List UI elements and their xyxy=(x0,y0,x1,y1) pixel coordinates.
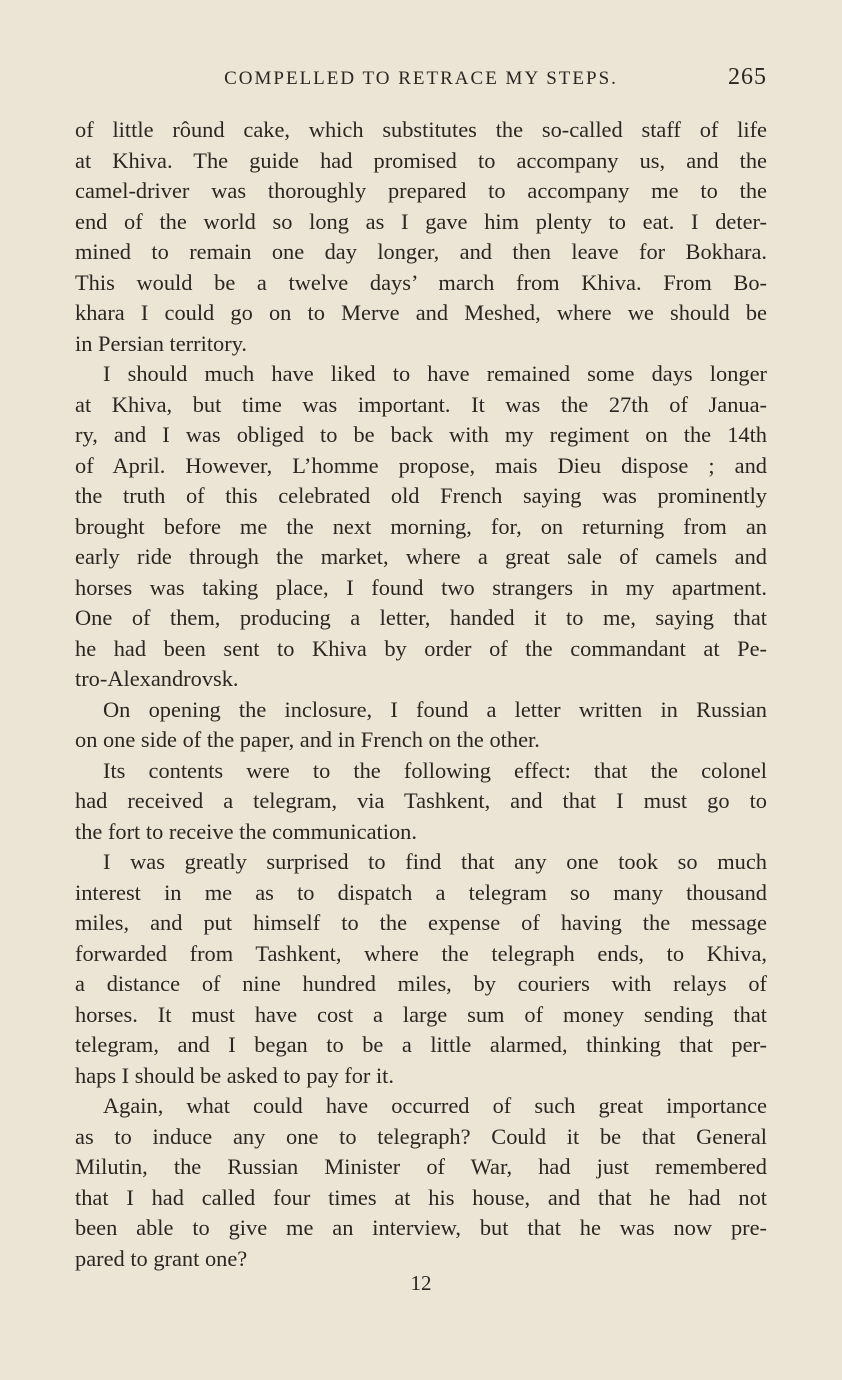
text-line: Again, what could have occurred of such great importance xyxy=(103,1093,767,1118)
text-line: horses. It must have cost a large sum of money sending that xyxy=(75,1001,767,1027)
text-line: in Persian territory. xyxy=(75,330,248,356)
text-line: at Khiva, but time was important. It was the 27th of Janua- xyxy=(75,391,767,417)
text-line: Milutin, the Russian Minister of War, had just remembered xyxy=(75,1154,767,1179)
text-line: pared to grant one? xyxy=(75,1245,248,1271)
text-line: that I had called four times at his house, and that he had not xyxy=(75,1184,767,1210)
text-line: as to induce any one to telegraph? Could it be that General xyxy=(75,1123,767,1149)
text-line: brought before me the next morning, for, on returning from an xyxy=(75,513,767,539)
text-line: tro-Alexandrovsk. xyxy=(75,666,239,691)
text-line: camel-driver was thoroughly prepared to accompany me to the xyxy=(75,178,767,203)
body-text xyxy=(75,115,767,1274)
text-line: a distance of nine hundred miles, by couriers with relays of xyxy=(75,971,767,996)
text-line: at Khiva. The guide had promised to accompany us, and the xyxy=(75,147,767,173)
text-line: ry, and I was obliged to be back with my regiment on the 14th xyxy=(75,422,767,447)
text-line: This would be a twelve days’ march from Khiva. From Bo- xyxy=(75,269,767,295)
text-line: One of them, producing a letter, handed it to me, saying that xyxy=(75,605,767,630)
text-line: of April. However, L’homme propose, mais Dieu dispose ; and xyxy=(75,452,767,478)
text-line: horses was taking place, I found two strangers in my apartment. xyxy=(75,574,767,600)
text-line: interest in me as to dispatch a telegram so many thousand xyxy=(75,879,767,905)
text-line: forwarded from Tashkent, where the telegraph ends, to Khiva, xyxy=(75,940,767,966)
text-line: Its contents were to the following effect: that the colonel xyxy=(103,757,767,783)
text-line: had received a telegram, via Tashkent, and that I must go to xyxy=(75,788,767,813)
page-header xyxy=(75,64,767,98)
text-line: mined to remain one day longer, and then leave for Bokhara. xyxy=(75,239,767,264)
text-line: on one side of the paper, and in French on the other. xyxy=(75,727,540,752)
running-head: COMPELLED TO RETRACE MY STEPS. xyxy=(224,68,618,89)
text-line: miles, and put himself to the expense of having the message xyxy=(75,910,767,935)
page-number: 265 xyxy=(728,64,767,90)
text-line: On opening the inclosure, I found a letter written in Russian xyxy=(103,696,767,722)
text-line: khara I could go on to Merve and Meshed, where we should be xyxy=(75,300,767,325)
text-line: been able to give me an interview, but that he was now pre- xyxy=(75,1215,767,1240)
text-line: early ride through the market, where a great sale of camels and xyxy=(75,544,767,569)
text-line: haps I should be asked to pay for it. xyxy=(75,1062,395,1088)
signature-mark: 12 xyxy=(410,1271,432,1295)
text-line: of little rôund cake, which substitutes the so-called staff of life xyxy=(75,117,767,142)
text-line: end of the world so long as I gave him plenty to eat. I deter- xyxy=(75,208,767,234)
text-line: I should much have liked to have remained some days longer xyxy=(103,361,767,386)
text-line: the fort to receive the communication. xyxy=(75,818,417,844)
text-line: telegram, and I began to be a little alarmed, thinking that per- xyxy=(75,1032,767,1057)
text-line: he had been sent to Khiva by order of the commandant at Pe- xyxy=(75,635,767,661)
text-line: I was greatly surprised to find that any one took so much xyxy=(103,849,767,874)
text-line: the truth of this celebrated old French saying was prominently xyxy=(75,483,767,508)
